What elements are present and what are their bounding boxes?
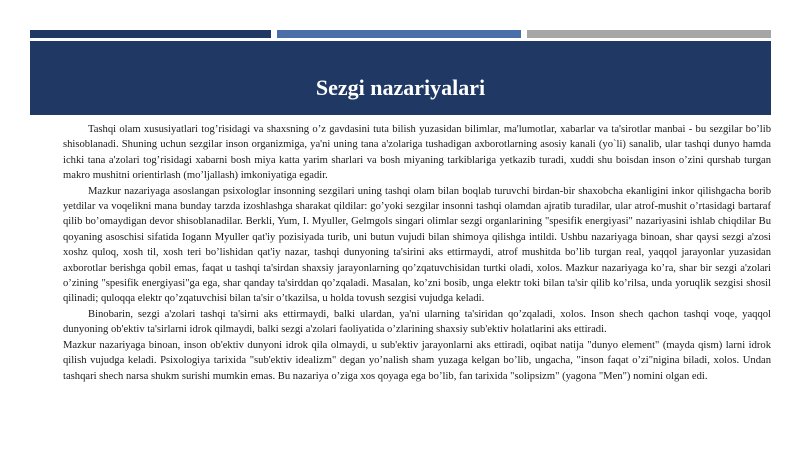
- paragraph-4: Mazkur nazariyaga binoan, inson ob'ektiv dunyoni idrok qila olmaydi, u sub'ektiv jarayonlarni aks ettiradi, oqibat natija "dunyo element" (mayda qism) larni idrok qilish vujudga keladi. Psixologiya tarixida "sub'ektiv idealizm" degan yo’nalish sham yuzaga kelgan bo’lib, ungacha, "inson faqat o’zi"nigina biladi, xolos. Undan tashqari shech narsa shukm surishi mumkin emas. Bu nazariya o’ziga xos qoyaga ega bo’lib, fan tarixida "solipsizm" (yagona "Men") nomini olgan edi.: [63, 339, 771, 382]
- paragraph-2: Mazkur nazariyaga asoslangan psixologlar insonning sezgilari uning tashqi olam bilan boqlab turuvchi birdan-bir shaxobcha ekanligini inkor qilishgacha borib yetdilar va voqelikni mana bunday tarzda izoshlashga sharakat qildilar: go’yoki sezgilar insonni tashqi olamdan ajratib turadilar, ular atrof-mushit o’rtasidagi bartaraf qilib bo’omaydigan devor shisoblanadilar. Berkli, Yum, I. Myuller, Gelmgols singari olimlar sezgi organlarining "spesifik energiyasi" nazariyasini ishlab chiqdilar Bu qoyaning asoschisi sifatida Iogann Myuller qat'iy pozisiyada turib, uni butun vujudi bilan shimoya qilishga intildi. Ushbu nazariyaga binoan, shar qaysi sezgi a'zosi xoshz quloq, xosh til, xosh teri bo’lishidan qat'iy nazar, tashqi dunyoning ta'sirini aks ettirmaydi, atrof mushitda bo’lib turgan real, yaqqol jarayonlar yuzasidan axborotlar berishga qobil emas, faqat u tashqi ta'sirdan shaxsiy jarayonlarning qo’zqatuvchisidan turtki oladi, xolos. Mazkur nazariyaga ko’ra, shar bir sezgi a'zolari o’zining "spesifik energiyasi"ga ega, shar qanday ta'sirddan qo’zqaladi. Masalan, ko’zni bosib, unga elektr toki bilan ta'sir qilib ko’rilsa, unda yoruqlik sezgisi shosil qilinadi; quloqqa elektr qo’zqatuvchisi bilan ta'sir o’tkazilsa, u holda tovush sezgisi vujudga keladi.: [63, 185, 771, 305]
- accent-bar-dark: [30, 30, 271, 38]
- slide-title: Sezgi nazariyalari: [315, 75, 486, 100]
- accent-bar-gray: [527, 30, 771, 38]
- title-banner: [30, 41, 771, 115]
- accent-bar-blue: [277, 30, 521, 38]
- paragraph-3: Binobarin, sezgi a'zolari tashqi ta'sirni aks ettirmaydi, balki ulardan, ya'ni ularning ta'siridan qo’zqaladi, xolos. Inson shech qachon tashqi voqe, yaqqol dunyoning ob'ektiv ta'sirlarni idrok qilmaydi, balki sezgi a'zolari faoliyatida o’zlarining shaxsiy sub'ektiv holatlarini aks ettiradi.: [63, 308, 771, 336]
- paragraph-1: Tashqi olam xususiyatlari tog’risidagi va shaxsning o’z gavdasini tuta bilish yuzasidan bilimlar, ma'lumotlar, xabarlar va ta'sirotlar manbai - bu sezgilar bo’lib shisoblanadi. Shuning uchun sezgilar inson organizmiga, ya'ni uning tana a'zolariga tushadigan axborotlarning asosiy kanali (yo`li) sanalib, ular tashqi dunyo hamda ichki tana a'zolari tog’risidagi xabarni bosh miya katta yarim sharlari va bosh miyaning tarkiblariga yetkazib turadi, xuddi shu boisdan inson o’zini qurshab turgan makro mushitni orientirlash (mo’ljallash) imkoniyatiga egadir.: [63, 124, 771, 182]
- slide-body: [63, 122, 771, 384]
